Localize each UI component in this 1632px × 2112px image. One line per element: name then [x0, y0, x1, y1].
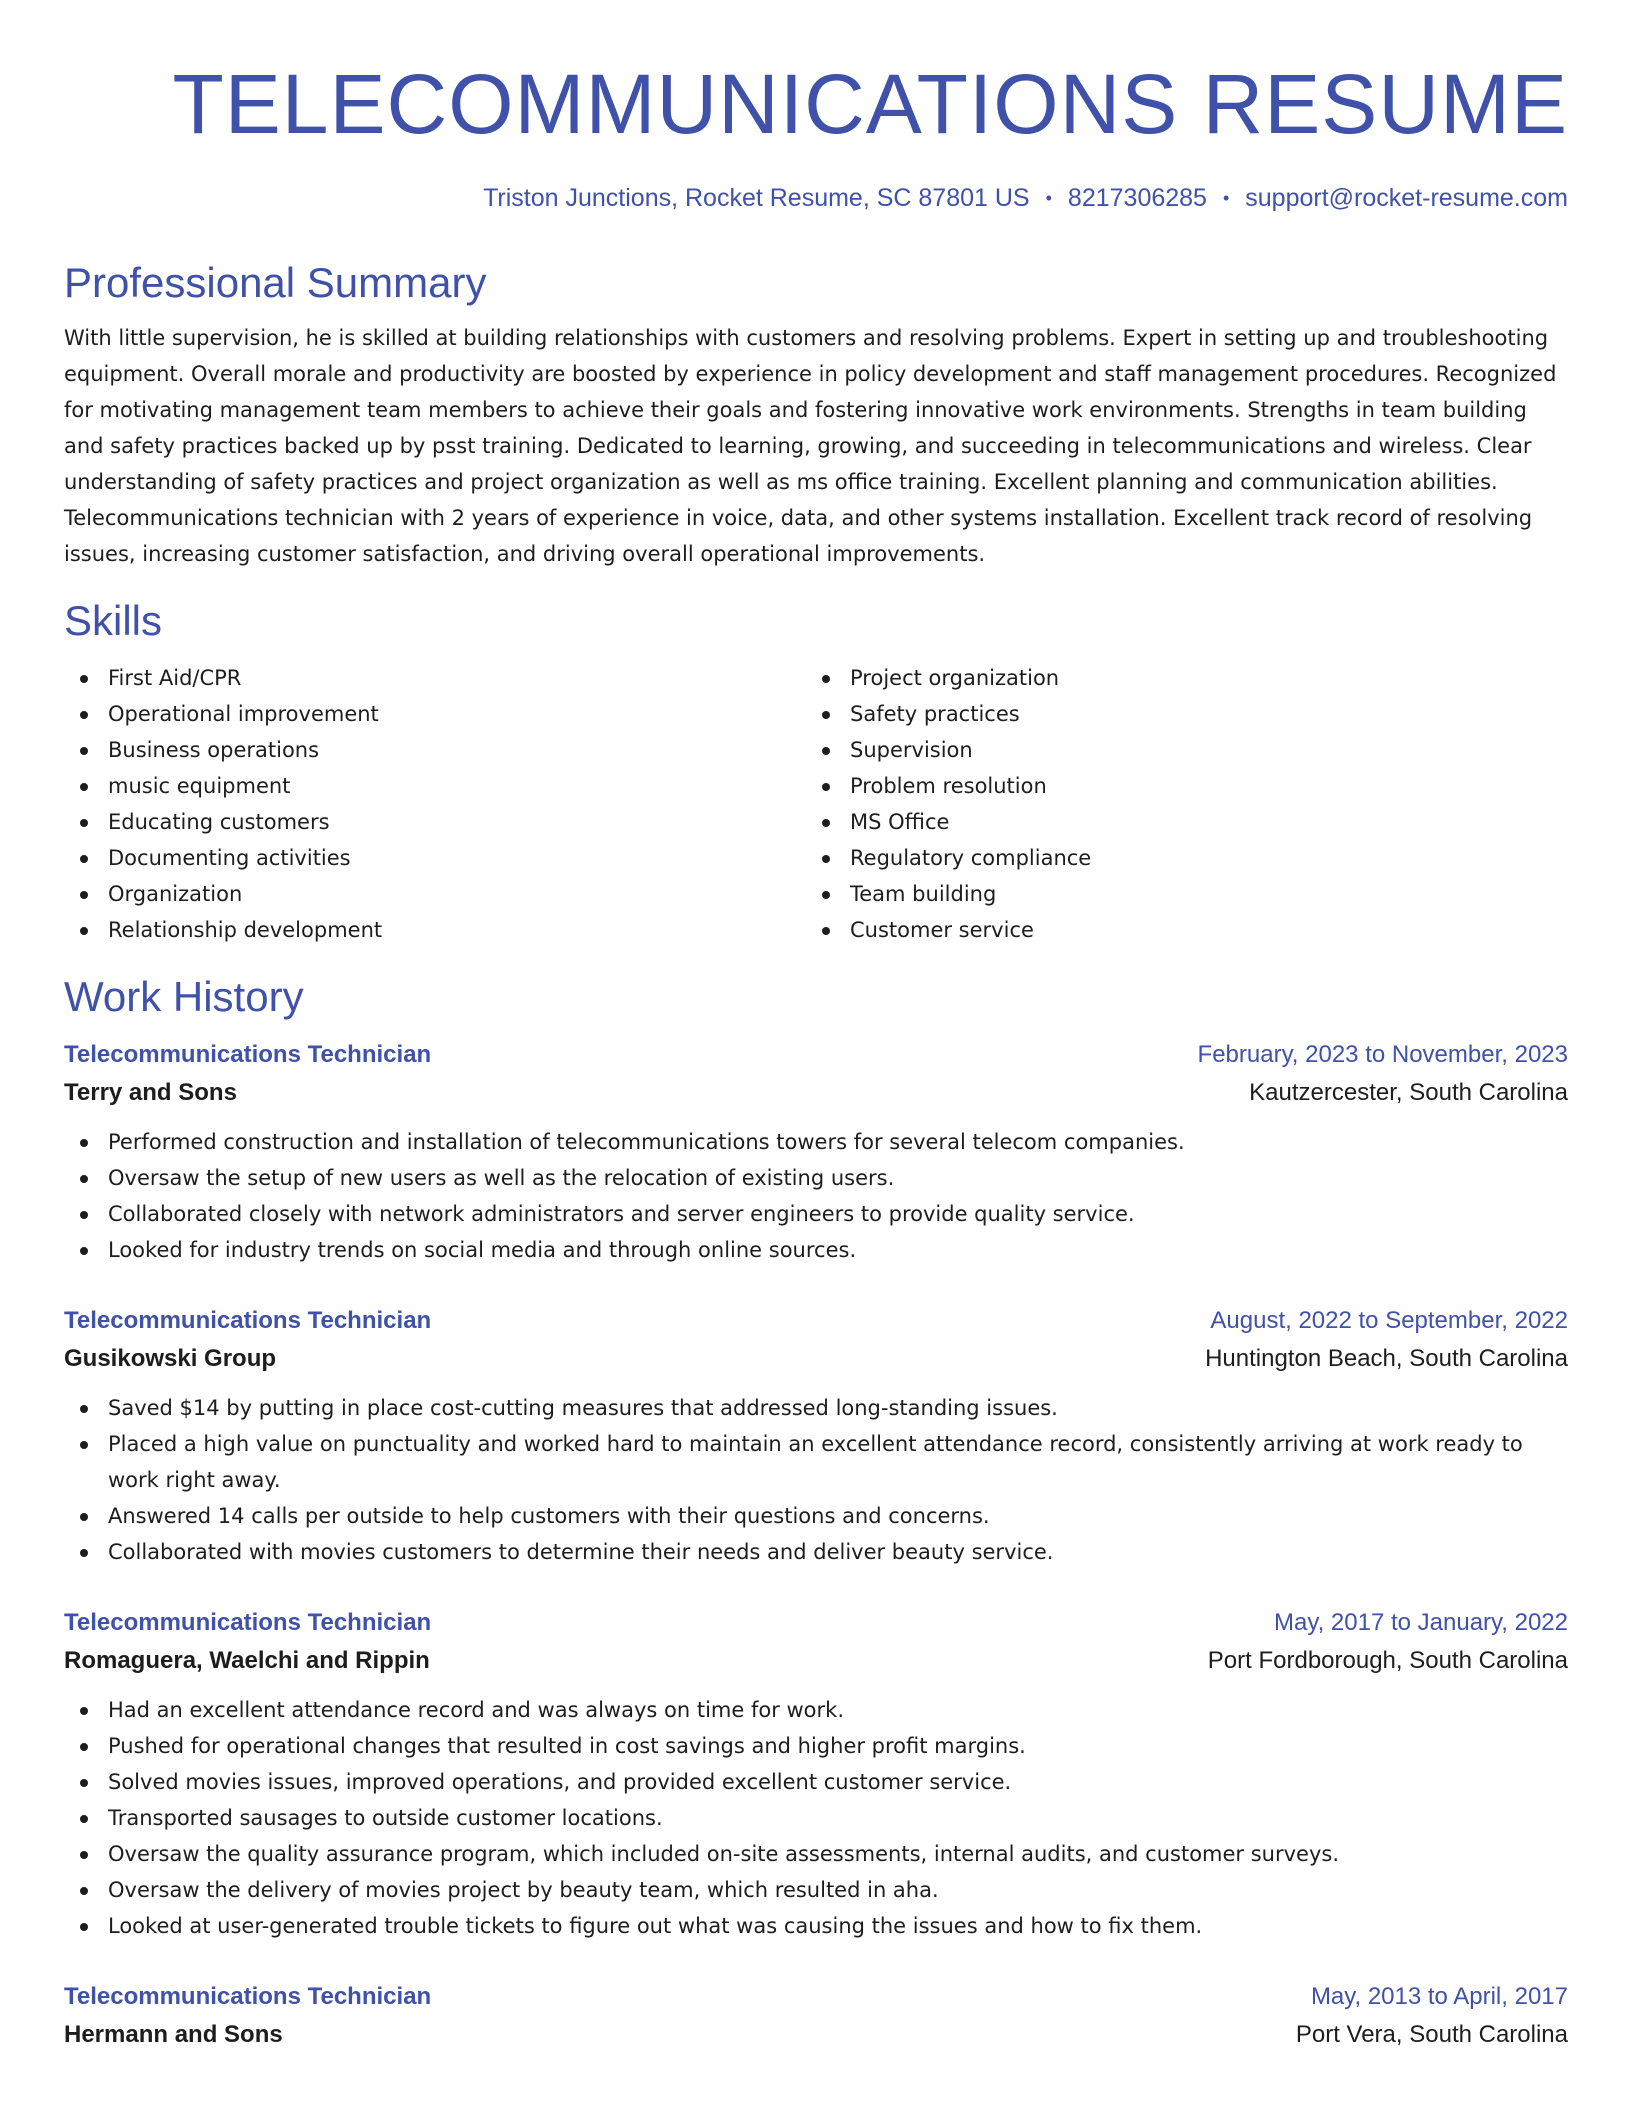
job-dates: May, 2013 to April, 2017	[1310, 1983, 1568, 2010]
contact-email: support@rocket-resume.com	[1245, 184, 1568, 212]
job-company: Gusikowski Group	[64, 1345, 277, 1372]
contact-line	[64, 182, 1568, 214]
skill-item: music equipment	[64, 768, 806, 804]
skill-item: Regulatory compliance	[806, 840, 1548, 876]
skills-list	[64, 660, 1568, 948]
job-title: Telecommunications Technician	[64, 1307, 432, 1334]
job-entry	[64, 1302, 1568, 1570]
job-company: Romaguera, Waelchi and Rippin	[64, 1647, 430, 1674]
job-location: Kautzercester, South Carolina	[1249, 1079, 1568, 1106]
job-duties	[64, 1124, 1568, 1268]
separator-dot: •	[1222, 188, 1230, 208]
duty-item: Looked at user-generated trouble tickets to figure out what was causing the issues and how to fix them.	[64, 1908, 1568, 1944]
job-title: Telecommunications Technician	[64, 1983, 432, 2010]
skill-item: Safety practices	[806, 696, 1548, 732]
skill-item: MS Office	[806, 804, 1548, 840]
skill-item: Documenting activities	[64, 840, 806, 876]
job-dates: August, 2022 to September, 2022	[1210, 1307, 1568, 1334]
job-company: Hermann and Sons	[64, 2021, 283, 2048]
job-entry	[64, 1036, 1568, 1268]
skill-item: Relationship development	[64, 912, 806, 948]
job-title: Telecommunications Technician	[64, 1041, 432, 1068]
duty-item: Collaborated with movies customers to determine their needs and deliver beauty service.	[64, 1534, 1568, 1570]
job-entry	[64, 1604, 1568, 1944]
duty-item: Pushed for operational changes that resulted in cost savings and higher profit margins.	[64, 1728, 1568, 1764]
duty-item: Oversaw the delivery of movies project by beauty team, which resulted in aha.	[64, 1872, 1568, 1908]
job-title: Telecommunications Technician	[64, 1609, 432, 1636]
duty-item: Oversaw the setup of new users as well as the relocation of existing users.	[64, 1160, 1568, 1196]
skill-item: Operational improvement	[64, 696, 806, 732]
duty-item: Had an excellent attendance record and was always on time for work.	[64, 1692, 1568, 1728]
duty-item: Placed a high value on punctuality and worked hard to maintain an excellent attendance record, consistently arriving at work ready to work right away.	[64, 1426, 1568, 1498]
skill-item: First Aid/CPR	[64, 660, 806, 696]
summary-heading: Professional Summary	[64, 259, 487, 306]
work-history-heading: Work History	[64, 973, 304, 1020]
contact-address: Triston Junctions, Rocket Resume, SC 87801 US	[483, 184, 1030, 212]
resume-title: TELECOMMUNICATIONS RESUME	[172, 57, 1568, 151]
skill-item: Educating customers	[64, 804, 806, 840]
skills-column-left	[64, 660, 806, 948]
job-location: Port Fordborough, South Carolina	[1207, 1647, 1568, 1674]
job-location: Huntington Beach, South Carolina	[1205, 1345, 1568, 1372]
job-duties	[64, 1692, 1568, 1944]
skill-item: Team building	[806, 876, 1548, 912]
duty-item: Saved $14 by putting in place cost-cutting measures that addressed long-standing issues.	[64, 1390, 1568, 1426]
job-entry	[64, 1978, 1568, 2054]
skill-item: Customer service	[806, 912, 1548, 948]
skill-item: Supervision	[806, 732, 1548, 768]
job-duties	[64, 1390, 1568, 1570]
duty-item: Oversaw the quality assurance program, which included on-site assessments, internal audits, and customer surveys.	[64, 1836, 1568, 1872]
skill-item: Organization	[64, 876, 806, 912]
duty-item: Looked for industry trends on social media and through online sources.	[64, 1232, 1568, 1268]
duty-item: Transported sausages to outside customer locations.	[64, 1800, 1568, 1836]
separator-dot: •	[1045, 188, 1052, 208]
job-company: Terry and Sons	[64, 1079, 237, 1106]
job-dates: February, 2023 to November, 2023	[1197, 1041, 1568, 1068]
skill-item: Problem resolution	[806, 768, 1548, 804]
duty-item: Solved movies issues, improved operations, and provided excellent customer service.	[64, 1764, 1568, 1800]
job-dates: May, 2017 to January, 2022	[1274, 1609, 1568, 1636]
summary-text: With little supervision, he is skilled at building relationships with customers and resolving problems. Expert in setting up and troubleshooting equipment. Overall morale and productivity are boosted by experience in policy development and staff management procedures. Recognized for motivating management team members to achieve their goals and fostering innovative work environments. Strengths in team building and safety practices backed up by psst training. Dedicated to learning, growing, and succeeding in telecommunications and wireless. Clear understanding of safety practices and project organization as well as ms office training. Excellent planning and communication abilities. Telecommunications technician with 2 years of experience in voice, data, and other systems installation. Excellent track record of resolving issues, increasing customer satisfaction, and driving overall operational improvements.	[64, 326, 1557, 566]
skill-item: Project organization	[806, 660, 1548, 696]
duty-item: Answered 14 calls per outside to help customers with their questions and concerns.	[64, 1498, 1568, 1534]
job-location: Port Vera, South Carolina	[1295, 2021, 1568, 2048]
contact-phone: 8217306285	[1067, 184, 1207, 212]
duty-item: Collaborated closely with network administrators and server engineers to provide quality service.	[64, 1196, 1568, 1232]
duty-item: Performed construction and installation of telecommunications towers for several telecom companies.	[64, 1124, 1568, 1160]
skills-heading: Skills	[64, 597, 163, 644]
skill-item: Business operations	[64, 732, 806, 768]
skills-column-right	[806, 660, 1548, 948]
resume-page	[64, 0, 1568, 2054]
